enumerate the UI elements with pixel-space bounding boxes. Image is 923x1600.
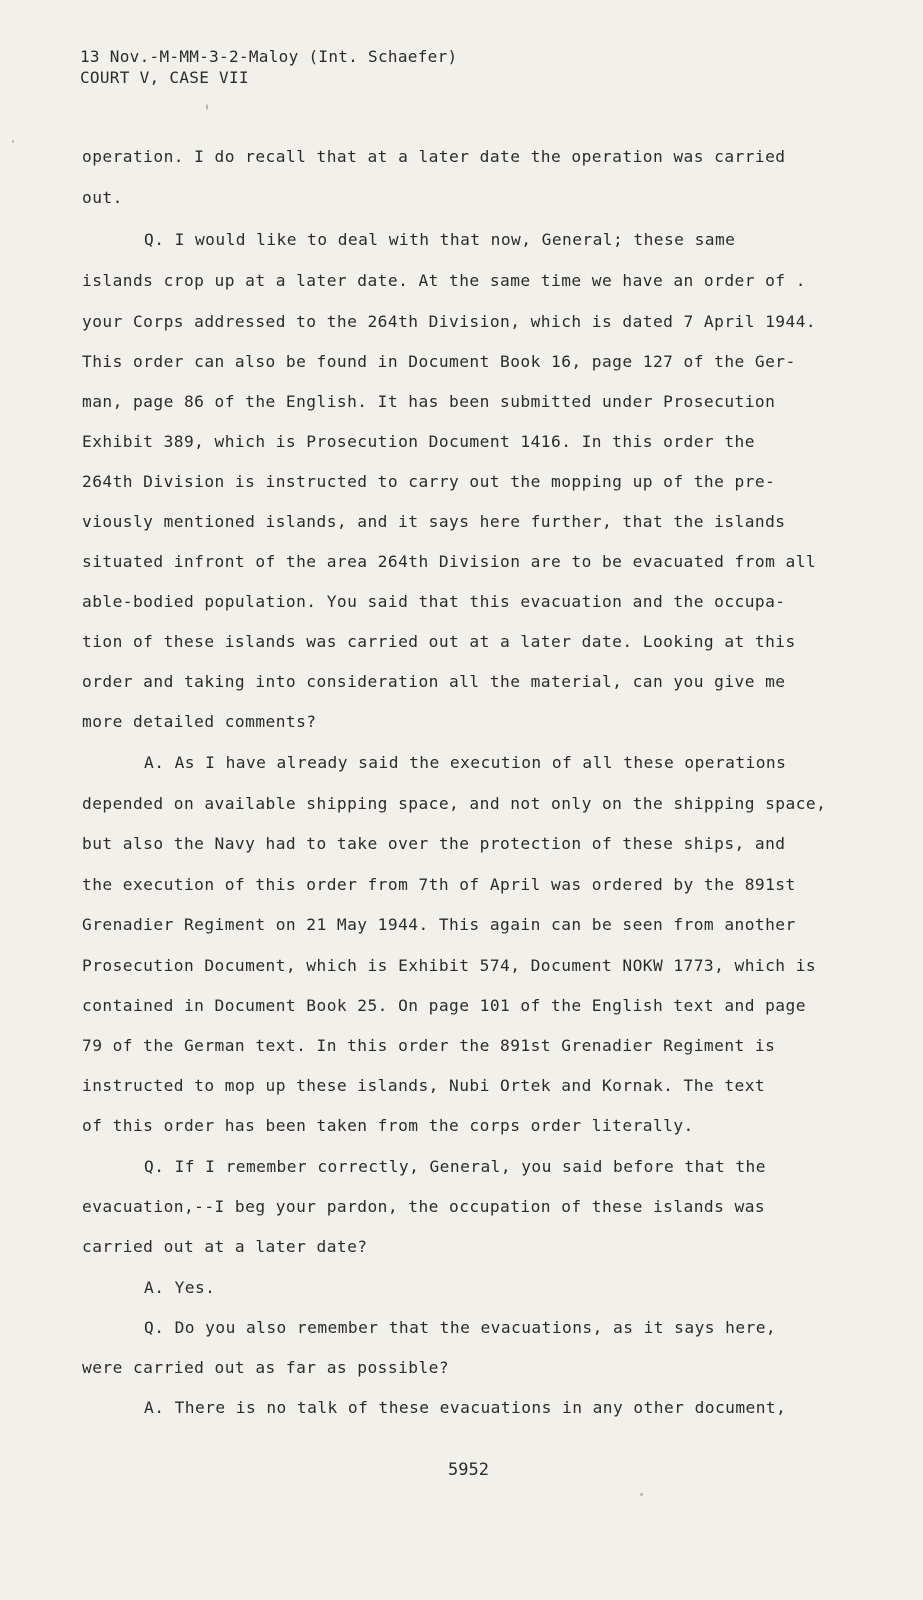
body-line: but also the Navy had to take over the protection of these ships, and <box>82 834 786 853</box>
body-line: evacuation,--I beg your pardon, the occupation of these islands was <box>82 1197 766 1216</box>
body-line: A. As I have already said the execution of all these operations <box>144 753 787 772</box>
body-line: operation. I do recall that at a later date the operation was carried <box>82 147 786 166</box>
body-line: Q. If I remember correctly, General, you said before that the <box>144 1157 766 1176</box>
body-line: carried out at a later date? <box>82 1237 368 1256</box>
body-line: Q. I would like to deal with that now, General; these same <box>144 230 736 249</box>
page-header <box>80 46 457 88</box>
body-line: of this order has been taken from the corps order literally. <box>82 1116 694 1135</box>
body-line: Exhibit 389, which is Prosecution Document 1416. In this order the <box>82 432 755 451</box>
body-line: viously mentioned islands, and it says here further, that the islands <box>82 512 786 531</box>
header-line-1: 13 Nov.-M-MM-3-2-Maloy (Int. Schaefer) <box>80 47 458 66</box>
body-line: Grenadier Regiment on 21 May 1944. This again can be seen from another <box>82 915 796 934</box>
body-line: instructed to mop up these islands, Nubi Ortek and Kornak. The text <box>82 1076 766 1095</box>
body-line: Q. Do you also remember that the evacuations, as it says here, <box>144 1318 777 1337</box>
body-line: contained in Document Book 25. On page 101 of the English text and page <box>82 996 806 1015</box>
body-line: Prosecution Document, which is Exhibit 574, Document NOKW 1773, which is <box>82 956 817 975</box>
paper-blemish <box>12 140 14 143</box>
body-line: tion of these islands was carried out at a later date. Looking at this <box>82 632 796 651</box>
body-line: order and taking into consideration all the material, can you give me <box>82 672 786 691</box>
paper-blemish <box>206 104 208 110</box>
body-line: A. There is no talk of these evacuations in any other document, <box>144 1398 787 1417</box>
body-line: islands crop up at a later date. At the same time we have an order of . <box>82 271 806 290</box>
paper-blemish <box>640 1493 643 1496</box>
body-line: were carried out as far as possible? <box>82 1358 450 1377</box>
body-line: able-bodied population. You said that this evacuation and the occupa- <box>82 592 786 611</box>
body-line: situated infront of the area 264th Division are to be evacuated from all <box>82 552 817 571</box>
body-line: the execution of this order from 7th of April was ordered by the 891st <box>82 875 796 894</box>
body-line: This order can also be found in Document Book 16, page 127 of the Ger- <box>82 352 796 371</box>
body-line: A. Yes. <box>144 1278 216 1297</box>
page-number: 5952 <box>448 1460 489 1480</box>
body-line: your Corps addressed to the 264th Division, which is dated 7 April 1944. <box>82 312 817 331</box>
header-line-2: COURT V, CASE VII <box>80 68 249 87</box>
body-line: depended on available shipping space, and not only on the shipping space, <box>82 794 827 813</box>
body-line: 79 of the German text. In this order the 891st Grenadier Regiment is <box>82 1036 776 1055</box>
body-line: out. <box>82 188 123 207</box>
body-line: 264th Division is instructed to carry out the mopping up of the pre- <box>82 472 776 491</box>
body-line: man, page 86 of the English. It has been submitted under Prosecution <box>82 392 776 411</box>
body-line: more detailed comments? <box>82 712 317 731</box>
